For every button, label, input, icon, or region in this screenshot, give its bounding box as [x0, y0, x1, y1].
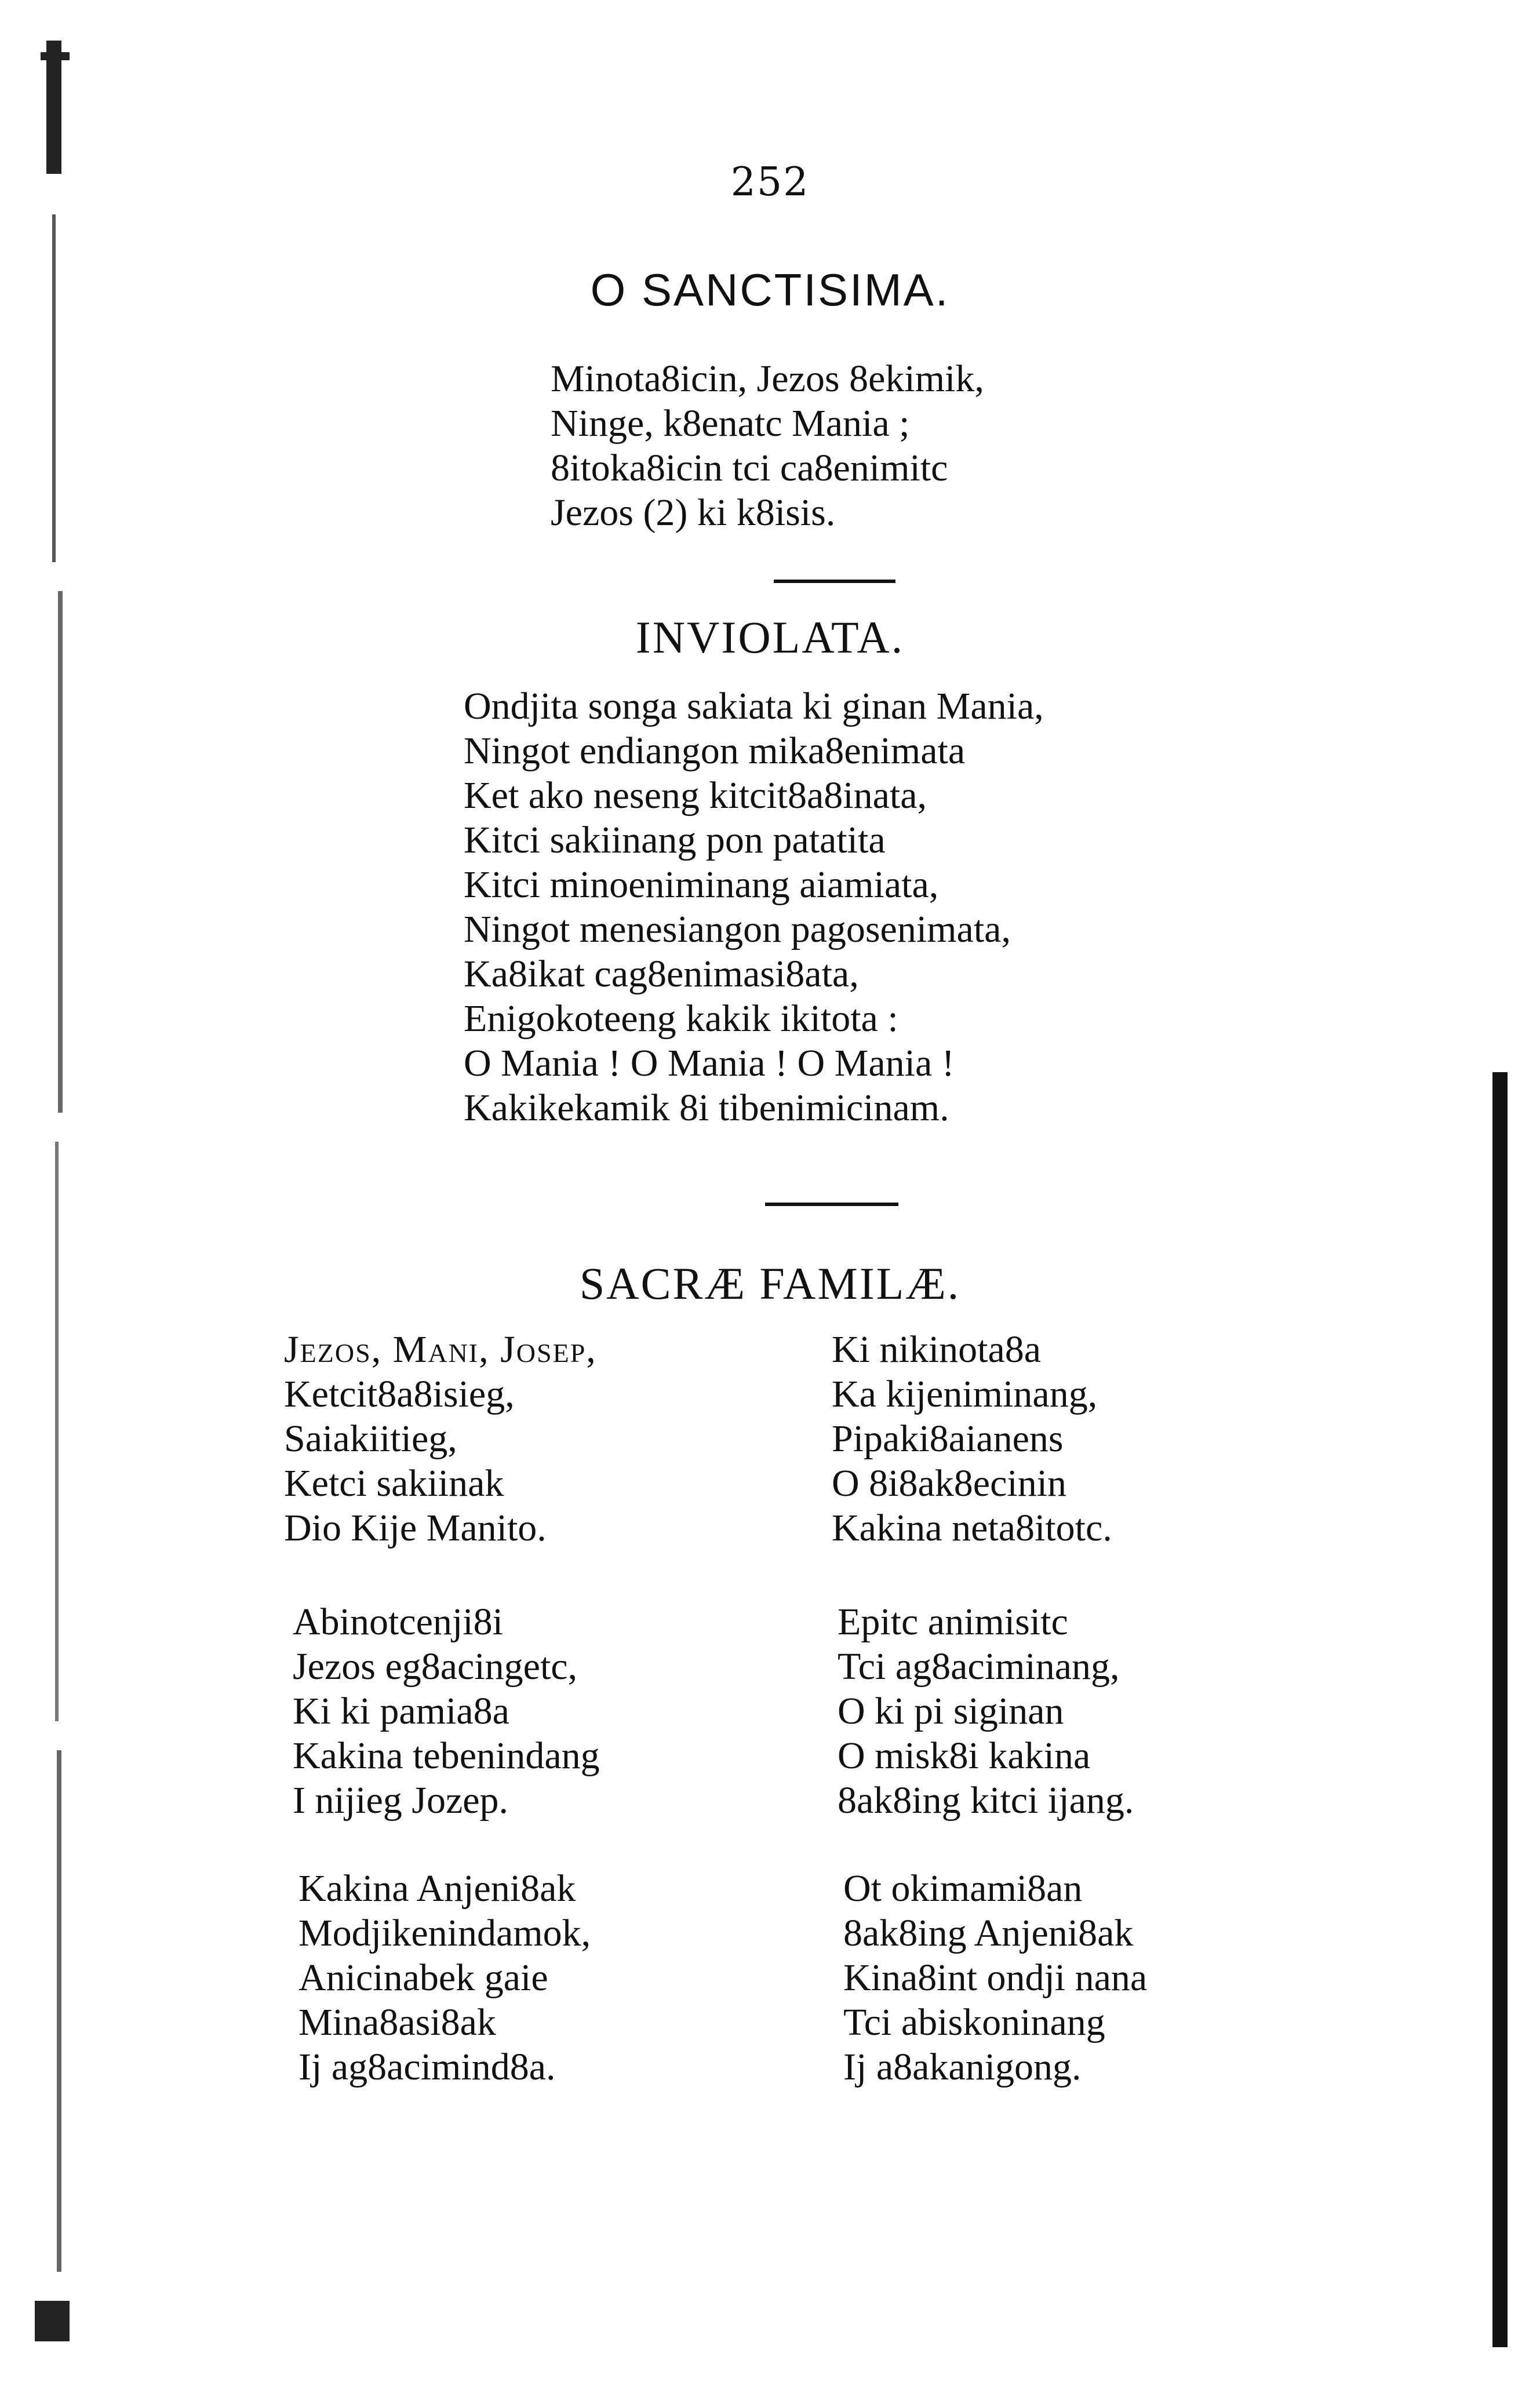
- familae-stanza-left: [293, 1600, 600, 1823]
- verse-line: 8ak8ing Anjeni8ak: [843, 1912, 1134, 1954]
- verse-line: Kakina Anjeni8ak: [298, 1867, 576, 1910]
- verse-line: Jezos (2) ki k8isis.: [551, 491, 836, 534]
- verse-line: Ij a8akanigong.: [843, 2046, 1082, 2088]
- verse-line: Ondjita songa sakiata ki ginan Mania,: [464, 685, 1044, 727]
- verse-line: Mina8asi8ak: [298, 2001, 496, 2043]
- section-divider: [774, 580, 895, 583]
- inviolata-stanza: [464, 684, 1044, 1130]
- verse-line: 8ak8ing kitci ijang.: [838, 1779, 1134, 1822]
- section-title-inviolata: INVIOLATA.: [635, 612, 905, 662]
- verse-line: Saiakiitieg,: [284, 1418, 457, 1460]
- verse-line: Anicinabek gaie: [298, 1957, 548, 1999]
- scan-edge-artifact: [23, 41, 104, 2353]
- verse-line: Ningot menesiangon pagosenimata,: [464, 908, 1011, 950]
- verse-line: Ki nikinota8a: [832, 1328, 1042, 1371]
- familae-stanza-right: [843, 1866, 1147, 2089]
- page-number: 252: [730, 159, 810, 205]
- verse-line: O 8i8ak8ecinin: [832, 1462, 1067, 1505]
- verse-line: Ij ag8acimind8a.: [298, 2046, 556, 2088]
- section-title-sanctisima: O SANCTISIMA.: [590, 264, 950, 315]
- verse-line: Ketci sakiinak: [284, 1462, 504, 1505]
- verse-line: Epitc animisitc: [838, 1601, 1068, 1643]
- verse-line: 8itoka8icin tci ca8enimitc: [551, 447, 948, 489]
- verse-line: Kitci sakiinang pon patatita: [464, 819, 886, 861]
- verse-line: Ketcit8a8isieg,: [284, 1373, 515, 1415]
- verse-line: Ningot endiangon mika8enimata: [464, 730, 966, 772]
- section-title-familae: SACRÆ FAMILÆ.: [579, 1258, 961, 1309]
- verse-line: Kakikekamik 8i tibenimicinam.: [464, 1087, 949, 1129]
- verse-line: Ninge, k8enatc Mania ;: [551, 402, 910, 445]
- familae-stanza-right: [838, 1600, 1134, 1823]
- verse-line: Kina8int ondji nana: [843, 1957, 1148, 1999]
- familae-stanza-left: [284, 1327, 597, 1550]
- verse-line: Jezos, Mani, Josep,: [284, 1328, 597, 1371]
- familae-stanza-right: [832, 1327, 1112, 1550]
- verse-line: Ket ako neseng kitcit8a8inata,: [464, 774, 927, 817]
- verse-line: Enigokoteeng kakik ikitota :: [464, 997, 898, 1040]
- verse-line: Tci abiskoninang: [843, 2001, 1105, 2043]
- verse-line: Kitci minoeniminang aiamiata,: [464, 864, 939, 906]
- section-divider: [765, 1203, 898, 1206]
- verse-line: Dio Kije Manito.: [284, 1507, 547, 1549]
- verse-line: O Mania ! O Mania ! O Mania !: [464, 1042, 955, 1084]
- verse-line: Ka8ikat cag8enimasi8ata,: [464, 953, 859, 995]
- verse-line: O misk8i kakina: [838, 1735, 1091, 1777]
- verse-line: Abinotcenji8i: [293, 1601, 503, 1643]
- familae-stanza-left: [298, 1866, 591, 2089]
- verse-line: Kakina tebenindang: [293, 1735, 600, 1777]
- verse-line: Ka kijeniminang,: [832, 1373, 1098, 1415]
- verse-line: Kakina neta8itotc.: [832, 1507, 1112, 1549]
- verse-line: Ot okimami8an: [843, 1867, 1083, 1910]
- verse-line: Minota8icin, Jezos 8ekimik,: [551, 358, 984, 400]
- sanctisima-stanza: [551, 356, 984, 535]
- verse-line: O ki pi siginan: [838, 1690, 1064, 1732]
- verse-line: Modjikenindamok,: [298, 1912, 591, 1954]
- verse-line: Tci ag8aciminang,: [838, 1645, 1120, 1688]
- verse-line: Ki ki pamia8a: [293, 1690, 509, 1732]
- verse-line: Pipaki8aianens: [832, 1418, 1064, 1460]
- verse-line: I nijieg Jozep.: [293, 1779, 509, 1822]
- verse-line: Jezos eg8acingetc,: [293, 1645, 578, 1688]
